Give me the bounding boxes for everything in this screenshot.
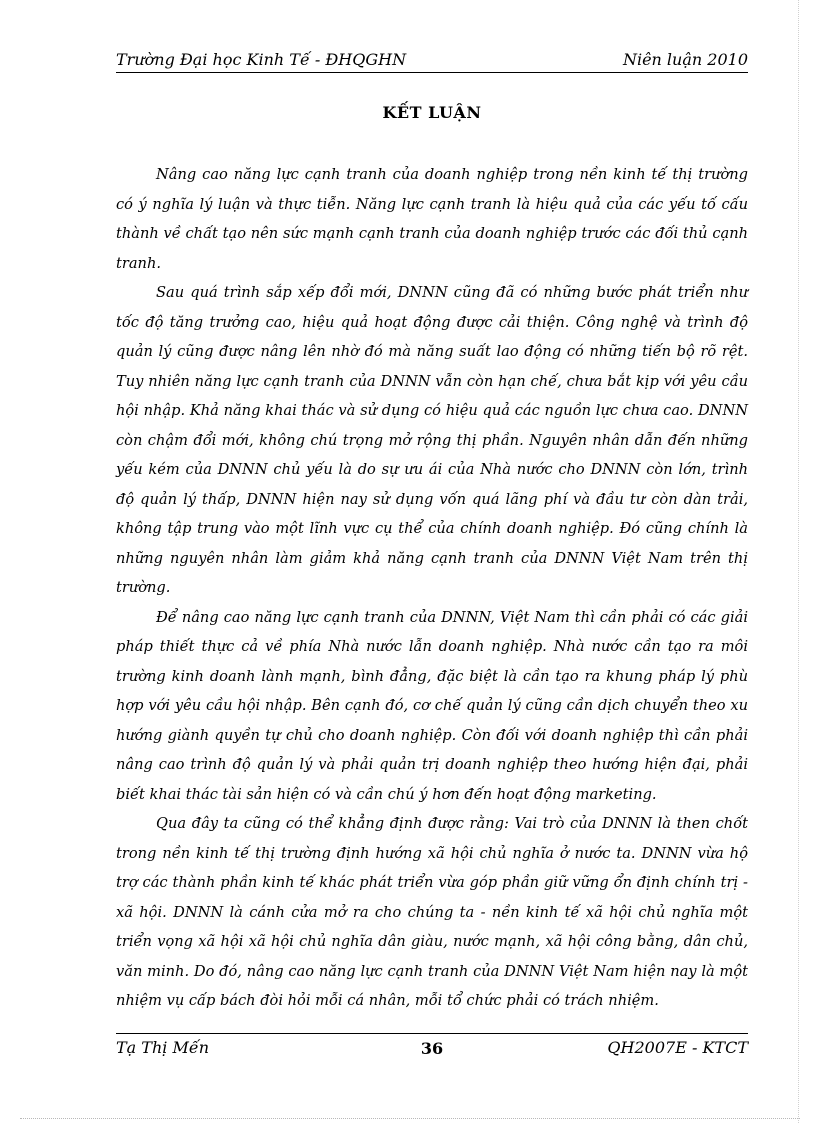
page-header — [116, 48, 748, 73]
page-edge-bottom — [20, 1118, 800, 1119]
body-text — [116, 160, 748, 1016]
paragraph-4: Qua đây ta cũng có thể khẳng định được rằng: Vai trò của DNNN là then chốt trong nền kinh tế thị trường định hướng xã hội chủ nghĩa ở nước ta. DNNN vừa hộ trợ các thành phần kinh tế khác phát triển vừa góp phần giữ vững ổn định chính trị - xã hội. DNNN là cánh cửa mở ra cho chúng ta - nền kinh tế xã hội chủ nghĩa một triển vọng xã hội xã hội chủ nghĩa dân giàu, nước mạnh, xã hội công bằng, dân chủ, văn minh. Do đó, nâng cao năng lực cạnh tranh của DNNN Việt Nam hiện nay là một nhiệm vụ cấp bách đòi hỏi mỗi cá nhân, mỗi tổ chức phải có trách nhiệm. — [116, 815, 748, 1009]
header-report-type: Niên luận 2010 — [622, 50, 748, 69]
section-title: KẾT LUẬN — [382, 103, 482, 122]
page-footer — [116, 1038, 748, 1062]
footer-divider — [116, 1033, 748, 1034]
page-edge-right — [798, 0, 799, 1123]
paragraph-3: Để nâng cao năng lực cạnh tranh của DNNN, Việt Nam thì cần phải có các giải pháp thiết thực cả về phía Nhà nước lẫn doanh nghiệp. Nhà nước cần tạo ra môi trường kinh doanh lành mạnh, bình đẳng, đặc biệt là cần tạo ra khung pháp lý phù hợp với yêu cầu hội nhập. Bên cạnh đó, cơ chế quản lý cũng cần dịch chuyển theo xu hướng giành quyền tự chủ cho doanh nghiệp. Còn đối với doanh nghiệp thì cần phải nâng cao trình độ quản lý và phải quản trị doanh nghiệp theo hướng hiện đại, phải biết khai thác tài sản hiện có và cần chú ý hơn đến hoạt động marketing. — [116, 608, 748, 803]
footer-author: Tạ Thị Mến — [116, 1038, 210, 1057]
footer-page-number: 36 — [420, 1039, 444, 1058]
paragraph-2: Sau quá trình sắp xếp đổi mới, DNNN cũng đã có những bước phát triển như tốc độ tăng trưởng cao, hiệu quả hoạt động được cải thiện. Công nghệ và trình độ quản lý cũng được nâng lên nhờ đó mà năng suất lao động có những tiến bộ rõ rệt. Tuy nhiên năng lực cạnh tranh của DNNN vẫn còn hạn chế, chưa bắt kịp với yêu cầu hội nhập. Khả năng khai thác và sử dụng có hiệu quả các nguồn lực chưa cao. DNNN còn chậm đổi mới, không chú trọng mở rộng thị phần. Nguyên nhân dẫn đến những yếu kém của DNNN chủ yếu là do sự ưu ái của Nhà nước cho DNNN còn lớn, trình độ quản lý thấp, DNNN hiện nay sử dụng vốn quá lãng phí và đầu tư còn dàn trải, không tập trung vào một lĩnh vực cụ thể của chính doanh nghiệp. Đó cũng chính là những nguyên nhân làm giảm khả năng cạnh tranh của DNNN Việt Nam trên thị trường. — [116, 284, 748, 596]
footer-class-code: QH2007E - KTCT — [607, 1038, 748, 1057]
header-university: Trường Đại học Kinh Tế - ĐHQGHN — [116, 50, 407, 69]
paragraph-1: Nâng cao năng lực cạnh tranh của doanh nghiệp trong nền kinh tế thị trường có ý nghĩa lý luận và thực tiễn. Năng lực cạnh tranh là hiệu quả của các yếu tố cấu thành về chất tạo nên sức mạnh cạnh tranh của doanh nghiệp trước các đối thủ cạnh tranh. — [116, 166, 748, 272]
